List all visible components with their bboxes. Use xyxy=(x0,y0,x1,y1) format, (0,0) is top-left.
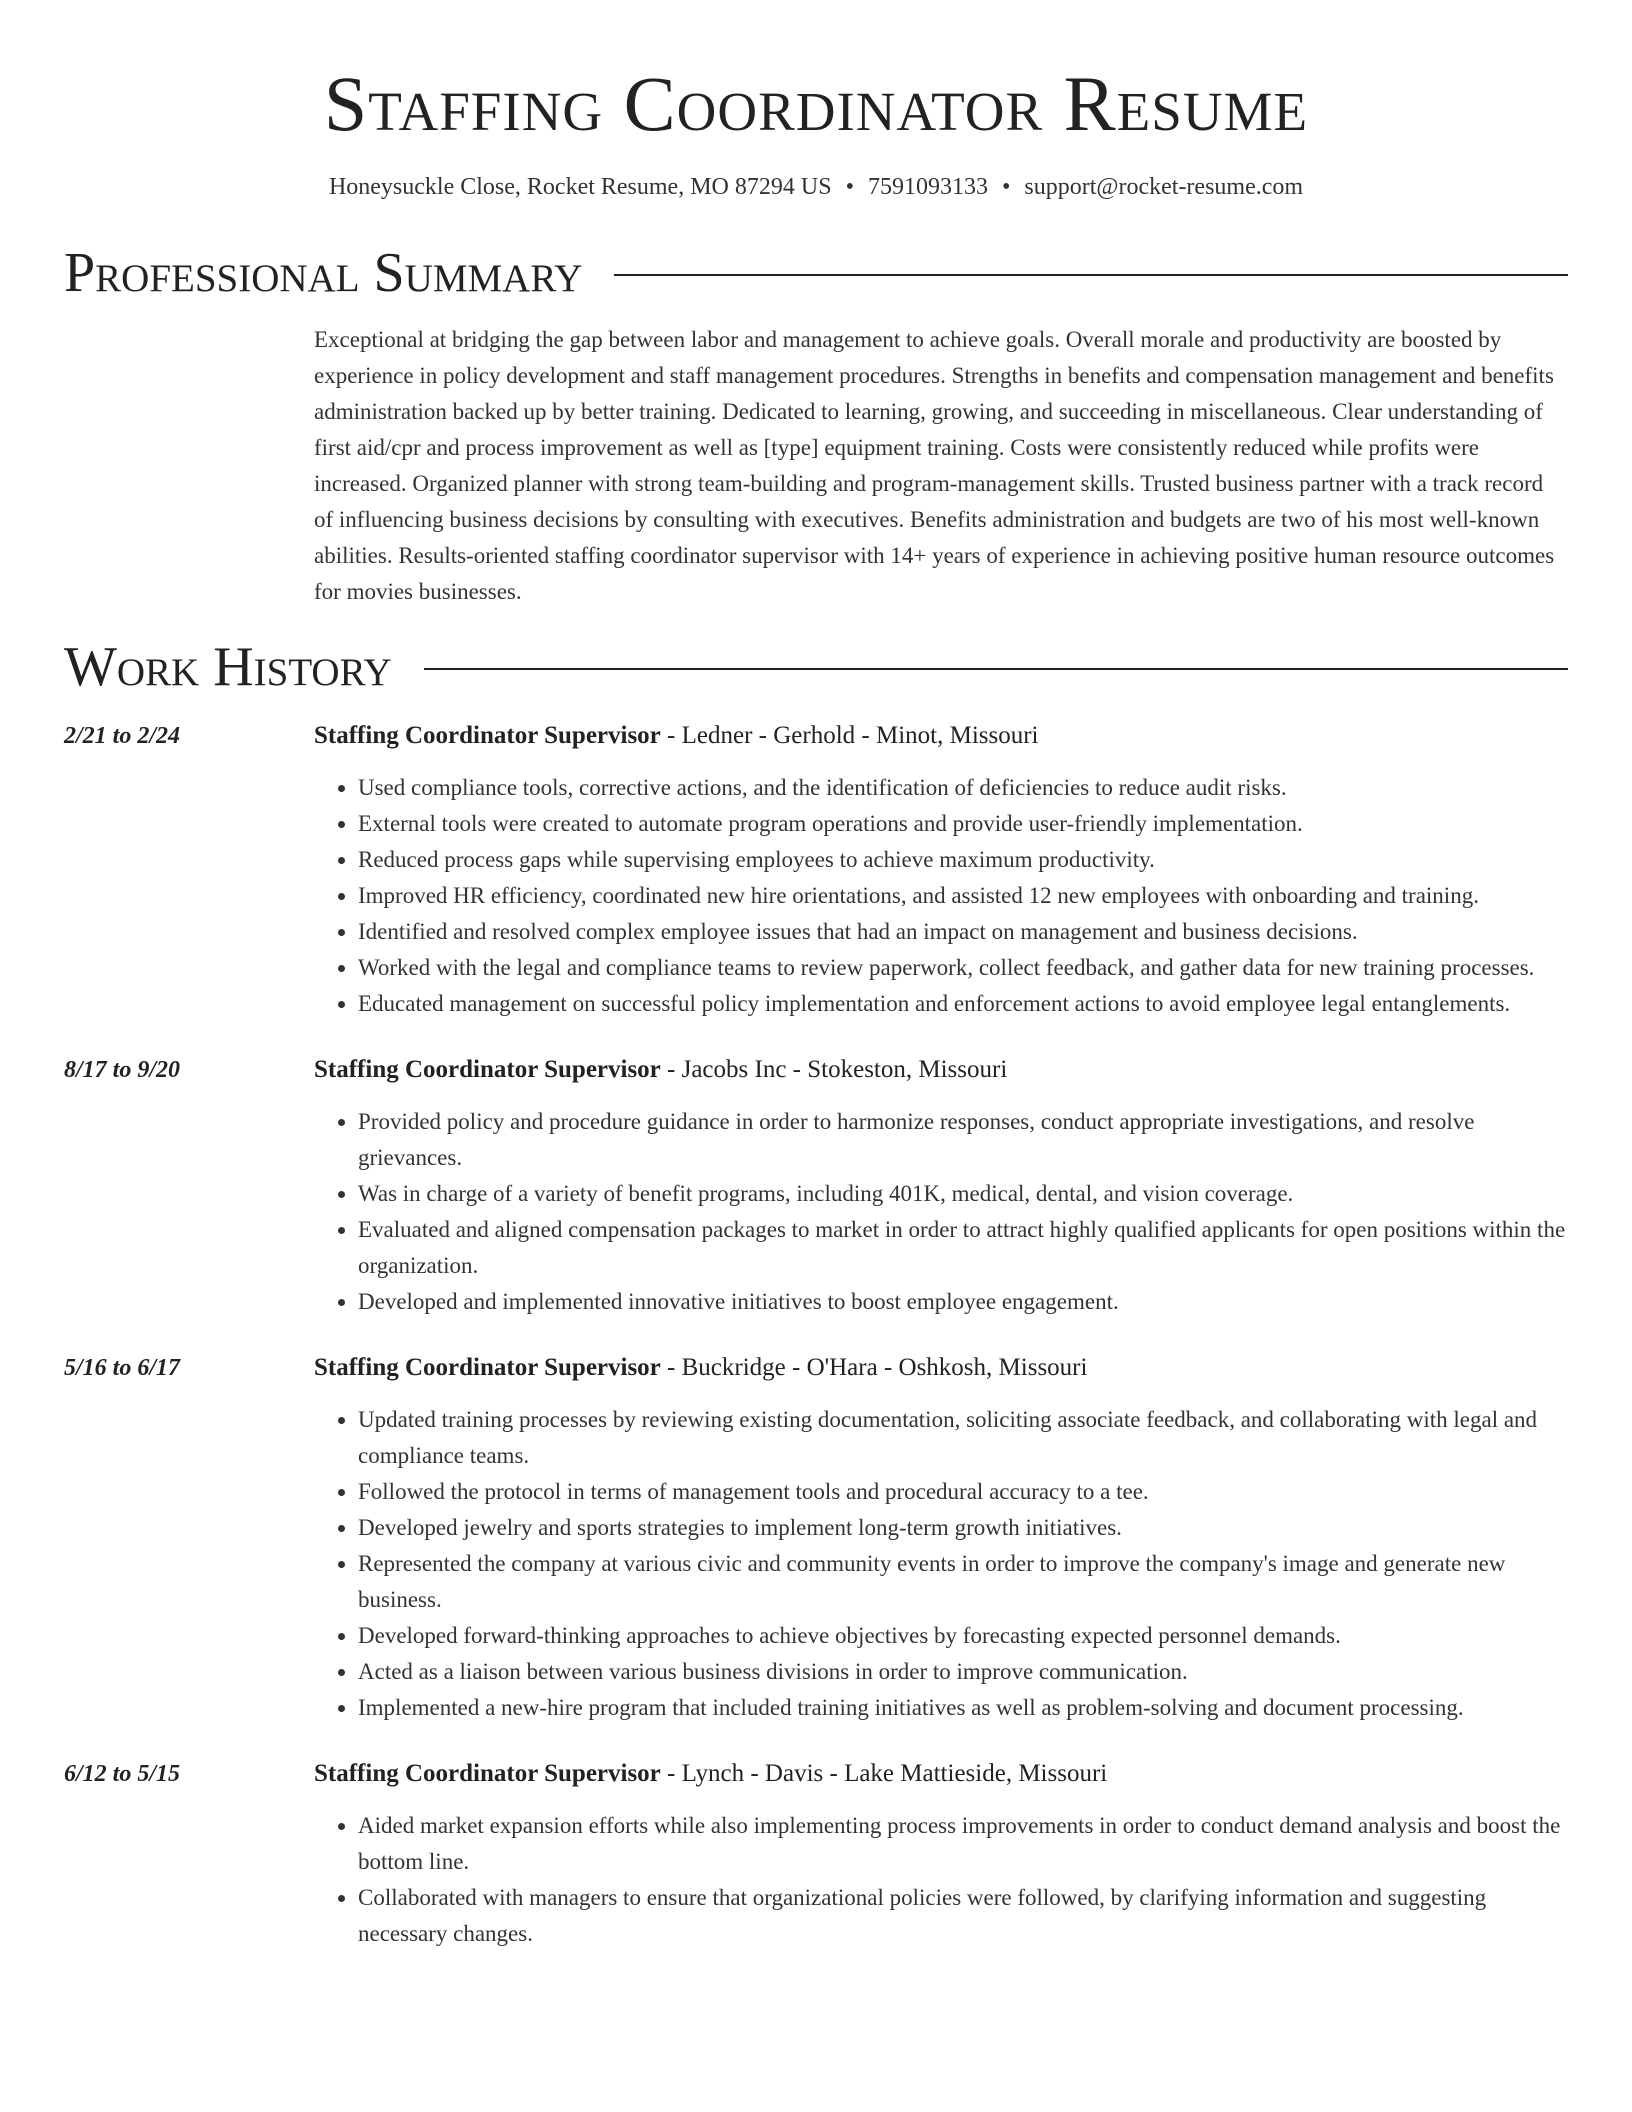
job-header xyxy=(314,1052,1568,1088)
job-bullet: • Collaborated with managers to ensure that organizational policies were followed, by clarifying information and suggesting necessary changes. xyxy=(358,1880,1568,1952)
job-header xyxy=(314,718,1568,754)
job-entry xyxy=(64,1350,1568,1726)
job-bullet: • Acted as a liaison between various business divisions in order to improve communication. xyxy=(358,1654,1568,1690)
job-bullet: • Improved HR efficiency, coordinated new hire orientations, and assisted 12 new employees with onboarding and training. xyxy=(358,878,1568,914)
job-bullet-list xyxy=(314,1402,1568,1726)
job-title: Staffing Coordinator Supervisor xyxy=(314,1760,661,1787)
job-dates: 6/12 to 5/15 xyxy=(64,1761,181,1787)
section-divider xyxy=(424,668,1568,670)
job-body xyxy=(314,1052,1568,1320)
job-header xyxy=(314,1350,1568,1386)
job-bullet: • Represented the company at various civic and community events in order to improve the company's image and generate new business. xyxy=(358,1546,1568,1618)
contact-separator: • xyxy=(845,174,854,200)
job-bullet: • Implemented a new-hire program that included training initiatives as well as problem-solving and document processing. xyxy=(358,1690,1568,1726)
job-bullet: • Updated training processes by reviewing existing documentation, soliciting associate feedback, and collaborating with legal and compliance teams. xyxy=(358,1402,1568,1474)
job-employer-location: - Lynch - Davis - Lake Mattieside, Missouri xyxy=(660,1760,1108,1787)
job-dates: 5/16 to 6/17 xyxy=(64,1355,181,1381)
summary-section-heading xyxy=(64,242,1568,304)
job-employer-location: - Ledner - Gerhold - Minot, Missouri xyxy=(660,722,1039,749)
work-heading: Work History xyxy=(64,636,392,698)
job-bullet: • Used compliance tools, corrective actions, and the identification of deficiencies to reduce audit risks. xyxy=(358,770,1568,806)
job-employer-location: - Buckridge - O'Hara - Oshkosh, Missouri xyxy=(660,1354,1088,1381)
job-dates: 2/21 to 2/24 xyxy=(64,723,181,749)
job-bullet: • Provided policy and procedure guidance in order to harmonize responses, conduct appropriate investigations, and resolve grievances. xyxy=(358,1104,1568,1176)
work-history-list xyxy=(64,718,1568,1952)
job-bullet: • Reduced process gaps while supervising employees to achieve maximum productivity. xyxy=(358,842,1568,878)
section-divider xyxy=(614,274,1568,276)
job-bullet: • Aided market expansion efforts while also implementing process improvements in order to conduct demand analysis and boost the bottom line. xyxy=(358,1808,1568,1880)
job-body xyxy=(314,718,1568,1022)
job-body xyxy=(314,1350,1568,1726)
job-dates: 8/17 to 9/20 xyxy=(64,1057,181,1083)
resume-title: Staffing Coordinator Resume xyxy=(323,60,1309,147)
contact-line xyxy=(64,172,1568,202)
job-bullet: • Worked with the legal and compliance teams to review paperwork, collect feedback, and gather data for new training processes. xyxy=(358,950,1568,986)
job-bullet: • Developed forward-thinking approaches to achieve objectives by forecasting expected personnel demands. xyxy=(358,1618,1568,1654)
work-section-heading xyxy=(64,636,1568,698)
contact-email: support@rocket-resume.com xyxy=(1024,174,1304,200)
job-bullet-list xyxy=(314,1808,1568,1952)
contact-phone: 7591093133 xyxy=(867,174,988,200)
contact-address: Honeysuckle Close, Rocket Resume, MO 87294 US xyxy=(328,174,832,200)
job-bullet: • Developed jewelry and sports strategies to implement long-term growth initiatives. xyxy=(358,1510,1568,1546)
summary-text: Exceptional at bridging the gap between labor and management to achieve goals. Overall morale and productivity are boosted by experience in policy development and staff management procedures. Strengths in benefits and compensation management and benefits administration backed up by better training. Dedicated to learning, growing, and succeeding in miscellaneous. Clear understanding of first aid/cpr and process improvement as well as [type] equipment training. Costs were consistently reduced while profits were increased. Organized planner with strong team-building and program-management skills. Trusted business partner with a track record of influencing business decisions by consulting with executives. Benefits administration and budgets are two of his most well-known abilities. Results-oriented staffing coordinator supervisor with 14+ years of experience in achieving positive human resource outcomes for movies businesses. xyxy=(314,327,1555,604)
job-bullet-list xyxy=(314,1104,1568,1320)
job-bullet: • Followed the protocol in terms of management tools and procedural accuracy to a tee. xyxy=(358,1474,1568,1510)
job-title: Staffing Coordinator Supervisor xyxy=(314,1354,661,1381)
summary-heading: Professional Summary xyxy=(64,242,583,304)
job-header xyxy=(314,1756,1568,1792)
job-bullet: • Was in charge of a variety of benefit programs, including 401K, medical, dental, and vision coverage. xyxy=(358,1176,1568,1212)
job-title: Staffing Coordinator Supervisor xyxy=(314,722,661,749)
job-bullet: • Educated management on successful policy implementation and enforcement actions to avoid employee legal entanglements. xyxy=(358,986,1568,1022)
job-entry xyxy=(64,1052,1568,1320)
job-bullet: • External tools were created to automate program operations and provide user-friendly implementation. xyxy=(358,806,1568,842)
job-title: Staffing Coordinator Supervisor xyxy=(314,1056,661,1083)
job-bullet: • Developed and implemented innovative initiatives to boost employee engagement. xyxy=(358,1284,1568,1320)
job-bullet: • Evaluated and aligned compensation packages to market in order to attract highly qualified applicants for open positions within the organization. xyxy=(358,1212,1568,1284)
job-body xyxy=(314,1756,1568,1952)
job-employer-location: - Jacobs Inc - Stokeston, Missouri xyxy=(660,1056,1008,1083)
job-bullet-list xyxy=(314,770,1568,1022)
job-entry xyxy=(64,1756,1568,1952)
job-bullet: • Identified and resolved complex employee issues that had an impact on management and business decisions. xyxy=(358,914,1568,950)
job-entry xyxy=(64,718,1568,1022)
resume-page xyxy=(64,0,1568,1952)
contact-separator: • xyxy=(1001,174,1011,200)
